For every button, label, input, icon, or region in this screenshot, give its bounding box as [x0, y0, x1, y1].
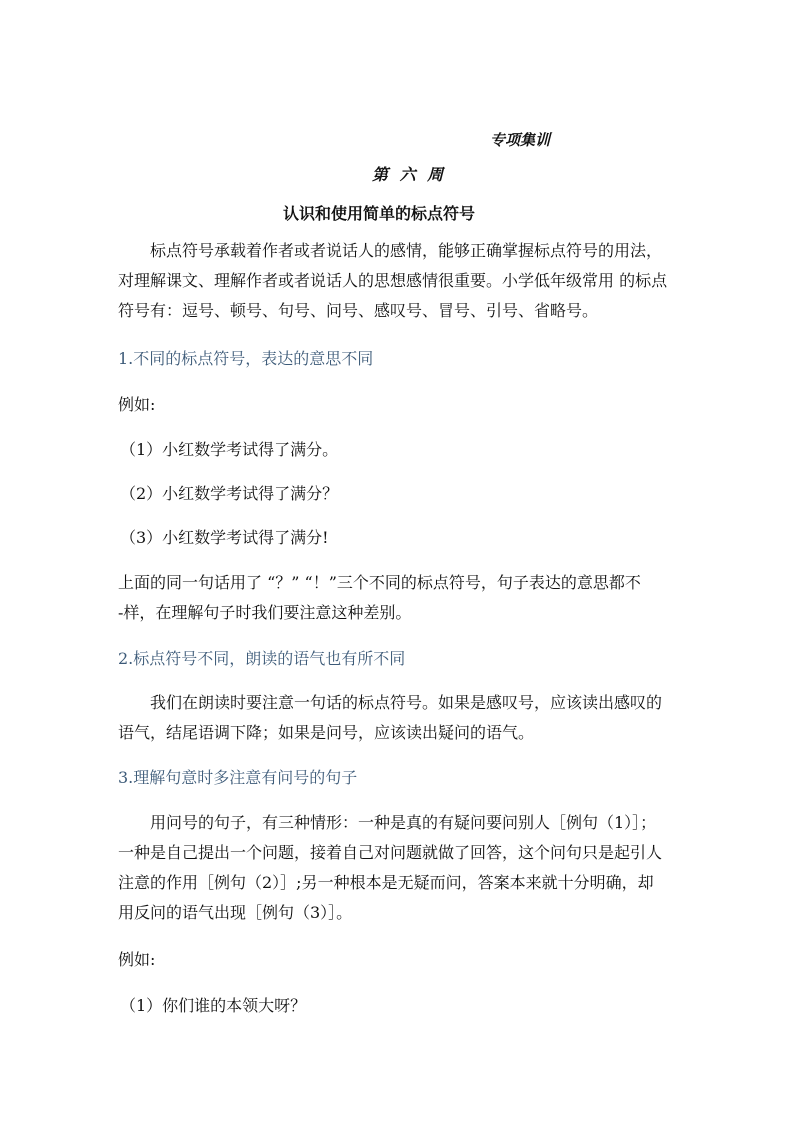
example-label: 例如:: [118, 395, 156, 414]
example-line-1: （1）小红数学考试得了满分。: [120, 440, 339, 459]
body-line: 用问号的句子，有三种情形：一种是真的有疑问要问别人［例句（1）］；: [150, 813, 657, 832]
summary-line: -样，在理解句子时我们要注意这种差别。: [118, 603, 412, 622]
section-3-heading: 3.理解句意时多注意有问号的句子: [118, 768, 358, 787]
body-line: 语气，结尾语调下降；如果是问号，应该读出疑问的语气。: [118, 723, 535, 742]
body-line: 我们在朗读时要注意一句话的标点符号。如果是感叹号，应该读出感叹的: [150, 693, 663, 712]
section-1-summary: [118, 568, 678, 628]
body-line: 一种是自己提出一个问题，接着自己对问题就做了回答，这个问句只是起引人: [118, 843, 663, 862]
intro-paragraph: [118, 236, 678, 326]
example-line-1: （1）你们谁的本领大呀？: [120, 996, 307, 1015]
body-line: 用反问的语气出现［例句（3）］。: [118, 903, 353, 922]
intro-line: 标点符号承载着作者或者说话人的感情，能够正确掌握标点符号的用法，: [150, 241, 663, 260]
section-2-body: [118, 688, 678, 748]
intro-line: 符号有：逗号、顿号、句号、问号、感叹号、冒号、引号、省略号。: [118, 301, 599, 320]
section-3-body: [118, 808, 678, 928]
header-tag: 专项集训: [490, 131, 551, 149]
summary-line: 上面的同一句话用了 “？” “！”三个不同的标点符号，句子表达的意思都不: [118, 573, 641, 592]
week-label: 第 六 周: [372, 165, 447, 184]
section-1-heading: 1.不同的标点符号，表达的意思不同: [118, 349, 374, 368]
example-label: 例如:: [118, 950, 156, 969]
body-line: 注意的作用［例句（2）］;另一种根本是无疑而问，答案本来就十分明确，却: [118, 873, 654, 892]
example-line-3: （3）小红数学考试得了满分!: [120, 528, 329, 547]
intro-line: 对理解课文、理解作者或者说话人的思想感情很重要。小学低年级常用 的标点: [118, 271, 668, 290]
section-2-heading: 2.标点符号不同，朗读的语气也有所不同: [118, 649, 406, 668]
page-title: 认识和使用简单的标点符号: [283, 204, 476, 223]
example-line-2: （2）小红数学考试得了满分？: [120, 484, 339, 503]
